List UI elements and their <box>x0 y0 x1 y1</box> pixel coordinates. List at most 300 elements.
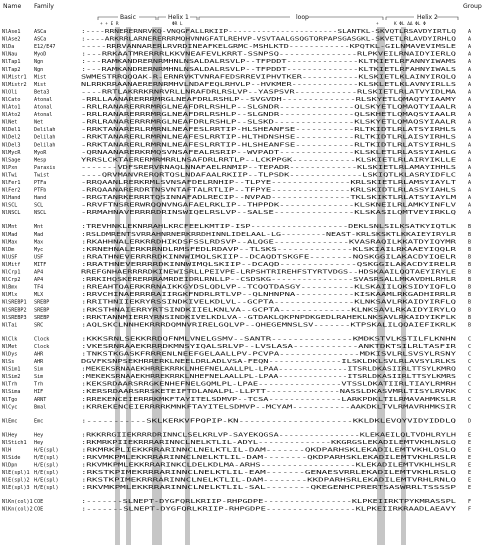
sequence-name: NlDel1 <box>2 127 21 134</box>
sequence-string: :KRNEHNALERKRRNDLRMSFEDLRDAVP--TLSKS--------------KLSKIAILRKAAEYIQQLR <box>81 246 458 253</box>
sequence-row <box>2 142 471 148</box>
sequence-name: NlUSF <box>2 254 18 261</box>
sequence-row <box>2 478 471 484</box>
family-name: E12/E47 <box>34 44 56 51</box>
sequence-string: :TNKSTKGASKFRRRENLNEEFGELAALLPV-PCVPA---------------MDKISVLRLSVSYLRSNY <box>81 351 456 358</box>
basic-position-marks: + + E R <box>100 22 119 27</box>
group-label: A <box>468 195 472 202</box>
sequence-row <box>2 157 471 163</box>
group-label: A <box>468 202 472 209</box>
group-label: A <box>468 210 472 217</box>
sequence-row <box>2 485 471 491</box>
sequence-string: :VKESRNRAAEKRRRDKMNSYIQALSRLVP--LVSLASA------------ANKTDKTSILRLTASFIR <box>81 343 458 350</box>
group-label: C <box>468 359 472 365</box>
group-label: A <box>468 81 472 88</box>
family-name: PTFb <box>34 187 47 194</box>
group-label: A <box>468 164 472 171</box>
sequence-row <box>2 97 471 103</box>
sequence-string: -RRLLAANARERRRMRGLNEAFDRLRSHLP--SVGVDH--------------RLSKYETLQMAQTYIAAMY <box>81 96 456 103</box>
sequence-row <box>2 262 471 268</box>
sequence-name: NlTap2 <box>2 66 21 73</box>
sequence-name: NlSREBP3 <box>2 314 27 321</box>
sequence-string: :RRKIHQSKERERRRAMRDEIDRLRNLLP--CSDSKG----------------SVASRSALLMKAVDHLRHLR <box>81 277 458 284</box>
group-label: B <box>468 307 472 314</box>
family-name: Hey <box>34 432 44 439</box>
sequence-string: :RKMRKPIIEKRRRARINNCLNELKTLIL-ADYL--------------KKGRGSLEKADILEMTVKHLNSLQ <box>81 439 456 446</box>
sequence-row <box>2 507 471 513</box>
sequence-name: NlMet <box>2 343 18 350</box>
family-name: Clock <box>34 336 50 343</box>
group-label: A <box>468 29 472 35</box>
sequence-name: NlBmx <box>2 284 18 291</box>
family-name: Atonal <box>34 104 53 111</box>
family-name: H/E(spl) <box>34 470 59 477</box>
group-label: B <box>468 261 472 268</box>
sequence-row <box>2 37 471 43</box>
sequence-row <box>2 344 471 350</box>
group-label: E <box>468 432 472 439</box>
sequence-row <box>2 44 471 50</box>
sequence-string: :----RRNERERNRVKQ-VNQGFALLRKIIP-----------------------SLANTKL-SKVQTLRSAVDYIRTLQ <box>81 29 456 35</box>
family-name: ASCa <box>34 36 47 43</box>
sequence-row <box>2 470 471 476</box>
group-label: E <box>468 462 472 469</box>
sequence-row <box>2 300 471 306</box>
sequence-name: NlKn(col)2 <box>2 506 33 513</box>
group-label: C <box>468 389 472 396</box>
sequence-name: NlSima <box>2 389 21 396</box>
sequence-name: NlMad <box>2 231 18 238</box>
sequence-name: NlMistr1 <box>2 74 27 81</box>
sequence-row <box>2 180 471 186</box>
sequence-string: YRRSLCKTAERERMRMRRLNSAFDRLRRTLP--LCKPPGK------------KLSKIETLRLAIRYIKLLE <box>81 157 456 164</box>
family-name: Max <box>34 239 44 246</box>
group-label: C <box>468 366 472 373</box>
family-name: Mesp <box>34 157 47 164</box>
sequence-string: :TREVHNKLEKNRRAHLKRCFEELKMTIP-ISP-------------------DEKLSNLSILKSATKYIQTLK <box>81 224 458 231</box>
sequence-row <box>2 232 471 238</box>
sequence-string: -------VDFSRERVRNAQLNNAFAELRNMIP--TEPADR-------------KLSKIETLRLAMAYIHHLS <box>81 164 456 171</box>
group-column-header: Group <box>463 3 482 10</box>
sequence-string: -RRQAANARERDRTNSVNTAFTALRTLIP--TFPYE---------------KRLSKIDTLRLASSYIAHLS <box>81 187 456 194</box>
sequence-row <box>2 127 471 133</box>
family-name: Delilah <box>34 134 56 141</box>
sequence-row <box>2 254 471 260</box>
sequence-string: -RRGTANRKERRRTQSINNAFADLRECIP--NVPAD---------------TKLSKIKTLRLATSYIAYLM <box>81 195 456 202</box>
sequence-name: NlHey <box>2 432 18 439</box>
family-name: H/E(spl) <box>34 447 59 454</box>
sequence-row <box>2 432 471 438</box>
sequence-string: :RRITHNIIEKRYRSSINDKIVELKDLVL--GCPTA---------------KLNKSAVLRKAIDYIRFLQ <box>81 299 456 306</box>
sequence-row <box>2 367 471 373</box>
sequence-string: :KEKSRDAARSRRGKENHEFNELGQMLPL-LPAE----------------VTSSLDKATIIRLTIAYLRMRH <box>81 381 456 388</box>
sequence-string: -RRKTANARERLRMRNLNEAFESLRRTIP-HLTHDNSHSE-----------RLTKIDTLRLAISYIRHLS <box>81 134 456 141</box>
group-label: C <box>468 336 472 343</box>
sequence-string: :RRKTANNMIERRYRNSINDKIVELKDLVA--GTDAKLQKPNPDKGEDLRAHEKLNKSAVLRKAIDYIKFLK <box>81 314 458 321</box>
family-name: AP4 <box>34 277 44 284</box>
family-name: MyoD <box>34 51 47 58</box>
family-name: COE <box>34 499 44 506</box>
sequence-name: NlAse1 <box>2 29 21 35</box>
sequence-string: :RKSTKPIMEKRRRARINNCLNELKTLIL-EAM-------GENAESVRRLEKADILEMTVKHLRSLQ <box>81 470 456 477</box>
group-label: A <box>468 180 472 186</box>
sequence-string: :RKKRRGIIEKRRRDRINNCLSELKRLVP-SAYEKQGSA----------------KLEKAEILQLTVDHLRYLH <box>81 432 456 439</box>
sequence-string: :RKSTHNAIERRYRTSINDKIIELKNLVA--GCPTA-------------KLNKSAVLRKAIDYIRYLQ <box>81 307 456 314</box>
loop-region-label: loop <box>296 14 309 21</box>
sequence-name: NlHand <box>2 195 21 202</box>
group-label: B <box>468 269 472 276</box>
sequence-string: :---RAMKANDRERNRMHNLNSALDALRSVLP--TFPDDT--------------KLTKIETLRFAHNYIWALS <box>81 66 456 73</box>
sequence-string: -RRLRANARERRRMRGLNEAFDRLRSHLP--SLGNDR--------------QLSKYETLQMAQTYIAALR <box>81 104 458 111</box>
sequence-name: NlCyc <box>2 404 18 411</box>
sequence-name: NlSREBP1 <box>2 299 27 306</box>
family-name: SREBP <box>34 307 50 314</box>
group-label: D <box>468 418 472 425</box>
family-name: SRC <box>34 322 44 329</box>
sequence-row <box>2 404 471 410</box>
sequence-string: :RRATHNEVERRRRDKINNWIMQLSKIIP--DCAQDTSKGFE--------NQSKGGILAKACDYIQELR <box>81 254 458 261</box>
family-name: H/E(spl) <box>34 454 59 461</box>
family-name: ARNT <box>34 396 47 403</box>
sequence-name: NlNSCL <box>2 210 21 217</box>
sequence-row <box>2 315 471 321</box>
sequence-row <box>2 499 471 505</box>
sequence-name: NlFer2 <box>2 187 21 194</box>
sequence-name: NlDys <box>2 351 18 358</box>
sequence-string: :---RRKAATMRERRRLKKVNEAFEVLKRRT-SSNPSQ---------------RLPKVEILRNAIDYIERLQ <box>81 51 456 58</box>
name-column-header: Name <box>3 3 22 10</box>
sequence-row <box>2 247 471 253</box>
sequence-string: :RKVMKPMLEKKRRARINNCLNELKTLIL-SAL--------QKEGENHCPRERTSASWRRLTSSSSP <box>81 485 456 492</box>
sequence-row <box>2 292 471 298</box>
helix2-start-mark: + <box>376 22 379 27</box>
family-name: Ngn <box>34 66 44 73</box>
sequence-name: NlPxn <box>2 164 18 171</box>
sequence-name: NlCato <box>2 96 21 103</box>
sequence-string: -RRKTANARERLRMRNLNEAFESLRRTIP-HLSHEANFSE-----------RLTKIDTLRLATSYIRHLS <box>81 127 456 134</box>
sequence-string: -RRQAANLRERKRMLSVNSAFDELRNHIP--TLPYE---------------KRLSKIETLRLAMSYIAYLT <box>81 180 456 186</box>
sequence-string: :AQLSKCLNNHEKRRRDQMNVRIRELGQLVP--QHEGEMNSLSV-------KTPSKALILQQAIEFIKRLK <box>81 322 458 329</box>
sequence-string: -----RRRVANNARERLRVRDINEAFKELGRMC-MSHLKTD------------KPQTKL-GILNMAVEVIMSLE <box>81 44 456 51</box>
sequence-row <box>2 29 471 35</box>
group-label: E <box>468 454 472 461</box>
sequence-name: NlSage <box>2 157 21 164</box>
sequence-name: NlAto2 <box>2 112 21 119</box>
family-name: Delilah <box>34 127 56 134</box>
group-label: F <box>468 499 472 506</box>
sequence-row <box>2 188 471 194</box>
group-label: B <box>468 299 472 306</box>
sequence-string: -RRKTANARERLRMRNLNEAFESLRRTIP-HLSHEANFSE-----------RLTKIDTLRLATSYIRHLS <box>81 142 456 149</box>
sequence-name: NlKn(col)1 <box>2 499 33 506</box>
group-label: A <box>468 96 472 103</box>
group-label: C <box>468 404 472 411</box>
group-label: B <box>468 284 472 291</box>
family-name: TF4 <box>34 284 44 291</box>
group-label: C <box>468 351 472 358</box>
group-label: A <box>468 119 472 126</box>
sequence-string: :-------SLNEPT-DYGFQRLKRIIP-RHPGDPE-----------------KLPKEIIRKTPYKMRASSPL <box>81 499 456 506</box>
sequence-string: :RREAHTQAERKRRNAIKKGYDSLQDLVP--TCQQTDASGY----------KLSKAIILQKSIDYIQFLQ <box>81 284 456 291</box>
sequence-name: NlTgo <box>2 396 18 403</box>
group-label: E <box>468 470 472 477</box>
sequence-name: NlOli <box>2 89 18 96</box>
group-label: B <box>468 322 472 329</box>
group-label: A <box>468 104 472 111</box>
sequence-row <box>2 74 471 80</box>
sequence-name: NlAto1 <box>2 104 21 111</box>
sequence-name: NlSCL <box>2 202 18 209</box>
sequence-row <box>2 210 471 216</box>
family-name: PTFa <box>34 180 47 186</box>
family-name: Sim <box>34 374 44 381</box>
group-label: E <box>468 485 472 492</box>
sequence-string: ----QRVMANVRERQRTQSLNDAFAALRKIIP--TLPSDK--------------LSKIQTLKLASRYIDFLC <box>81 172 456 179</box>
group-label: A <box>468 187 472 194</box>
sequence-name: NlStich1 <box>2 439 27 446</box>
region-brackets <box>98 17 458 20</box>
group-label: A <box>468 134 472 141</box>
group-label: A <box>468 157 472 164</box>
sequence-string: -QRNAANARERKRMQSVNSAFEALRSRIP--WVPADT--------------KLSKLETLRLASSYIAHLG <box>81 149 456 156</box>
sequence-string: -RRVFTNSRERWRQQNVNGAFAELRKLIP--THPPDK--------------KLSKNEILRLAMKYINFLV <box>81 202 456 209</box>
family-name: Clock <box>34 343 50 350</box>
family-name: COE <box>34 506 44 513</box>
family-name: Atonal <box>34 112 53 119</box>
sequence-row <box>2 224 471 230</box>
group-label: B <box>468 314 472 321</box>
sequence-name: NlDel2 <box>2 134 21 141</box>
group-label: B <box>468 254 472 261</box>
helix2-position-marks: K ΦL ΔΔ ΦL Φ <box>394 22 426 27</box>
sequence-string: :---RAMKANDRERNRMHNLNSALDALRSVLP--TFPDDT--------------KLTKIETLRFANNYIWAMS <box>81 59 456 66</box>
sequence-string: :MEKEKSRNAAEKHRREKRRKLNHEFNELAALLPL-LPAA--------------ITSRLDKASIIRLTTSYLKMRS <box>81 374 456 381</box>
sequence-row <box>2 322 471 328</box>
group-label: A <box>468 44 472 51</box>
sequence-name: NlAse2 <box>2 36 21 43</box>
sequence-name: NlMitf <box>2 261 21 268</box>
family-name: SCL <box>34 202 44 209</box>
sequence-name: NlMycR <box>2 149 21 156</box>
sequence-string: -RRLRANARERRRMRGLNEAFDRLRSHLP--SLSKD---------------KLSKYETLQMAQSYIAALR <box>81 119 458 126</box>
sequence-row <box>2 359 471 365</box>
sequence-string: :-----------SKLKERKVFPQPIP-KN---------------------KKLDKLEVQYVIDYIDDLQ <box>81 418 456 425</box>
group-label: B <box>468 224 472 231</box>
family-name: HIF <box>34 389 44 396</box>
sequence-string: :RREKENCEIERRRKMKFTAYITELSDMVP--TCSA--------------LARKPDKLTILRMAVAHMKSLR <box>81 396 458 403</box>
sequence-name: NlTrh <box>2 381 18 388</box>
family-name: ASCa <box>34 29 47 35</box>
sequence-string: :RKSTKPIMEKRRRARINNCLNELKTLIL-DAM--------KKDPARHSRLEKADILEMTVRHLRNLQ <box>81 477 456 484</box>
sequence-row <box>2 277 471 283</box>
group-label: A <box>468 149 472 156</box>
alignment-rows <box>2 29 471 513</box>
sequence-row <box>2 374 471 380</box>
sequence-row <box>2 389 471 395</box>
sequence-row <box>2 89 471 95</box>
group-label: C <box>468 381 472 388</box>
family-name: Beta3 <box>34 89 50 96</box>
sequence-row <box>2 463 471 469</box>
sequence-row <box>2 59 471 65</box>
group-label: A <box>468 66 472 73</box>
sequence-row <box>2 440 471 446</box>
family-name: MyoR <box>34 149 47 156</box>
group-label: A <box>468 89 472 96</box>
group-label: A <box>468 36 472 43</box>
sequence-row <box>2 397 471 403</box>
loop-bracket <box>199 17 383 20</box>
sequence-name: NlSs <box>2 359 15 365</box>
family-name: H/E(spl) <box>34 477 59 484</box>
sequence-row <box>2 447 471 453</box>
sequence-name: NlTap1 <box>2 59 21 66</box>
family-name: SREBP <box>34 299 50 306</box>
family-name: Hand <box>34 195 47 202</box>
group-label: A <box>468 112 472 119</box>
family-name: H/E(spl) <box>34 462 59 469</box>
group-label: A <box>468 142 472 149</box>
group-label: C <box>468 374 472 381</box>
sequence-string: -RRMAHNAVERRRRDRINSWIQELRSLVP--SALSE---------------KLSKASILQMTVEYIRKLQ <box>81 210 456 217</box>
sequence-name: NlNet <box>2 119 18 126</box>
family-name: H/E(spl) <box>34 485 59 492</box>
sequence-row <box>2 203 471 209</box>
sequence-string: :RRATHNEVERRRRDKINNWIMQLSKIIP--DCAQD--------------QSKGGILAKACDYIRELR <box>81 261 458 268</box>
family-name: Net <box>34 119 44 126</box>
sequence-row <box>2 150 471 156</box>
group-label: E <box>468 477 472 484</box>
sequence-row <box>2 239 471 245</box>
family-name: SREBP <box>34 314 50 321</box>
sequence-string: DGVFKSNPSEKHRRERKLNEELDRLADLVSA-FEQN--------------ILSKLDKLSVLRLAVSYLRLKS <box>81 359 456 365</box>
sequence-name: NlH <box>2 447 12 454</box>
sequence-name: NlCrp1 <box>2 269 21 276</box>
group-label: A <box>468 127 472 134</box>
sequence-name: NlNau <box>2 51 18 58</box>
sequence-name: NlE(spl)1 <box>2 470 30 477</box>
sequence-row <box>2 82 471 88</box>
group-label: B <box>468 292 472 299</box>
group-label: C <box>468 343 472 350</box>
group-label: A <box>468 51 472 58</box>
family-name: USF <box>34 254 44 261</box>
sequence-row <box>2 165 471 171</box>
family-name: Mnt <box>34 224 44 231</box>
sequence-string: :-------SLNEPT-DYGFQRLKRIIP-RHPGDPE-----------------KLPKEIIRKRAADLAEAVY <box>81 506 456 513</box>
group-label: B <box>468 277 472 284</box>
family-name: Mad <box>34 231 44 238</box>
family-name: Mist <box>34 81 47 88</box>
sequence-name: NlMax <box>2 239 18 246</box>
helix2-region-label: Helix 2 <box>417 14 438 21</box>
sequence-string: :RKVMKPMLEKKRRARINNCLNELKTLIL-DAM--------QKDPARHSKLEKADILEMTVKHLRSLR <box>81 454 458 461</box>
group-label: F <box>468 506 472 513</box>
sequence-string: SWMESTRRQQQAK-R-ERNRVKTVNRAFEDSRREVIPHVTKER-----------KLSKIETLKLAINYIRQLQ <box>81 74 456 81</box>
family-name: Hey <box>34 439 44 446</box>
sequence-row <box>2 455 471 461</box>
sequence-string: :RSLDMRENTSVRRAHNRNERKRRDHINNLIDELAAL-LG---------NEAST-KRLSKSKTLKKAIEYIRYLR <box>81 231 458 238</box>
sequence-string: :RRVCHINAERRRRAIIRGKFNDRLRTLVP--QLNHNPNA-----------KISKAAMLRKGADHIRRLR <box>81 292 458 299</box>
sequence-row <box>2 120 471 126</box>
family-name: Atonal <box>34 96 53 103</box>
group-label: B <box>468 246 472 253</box>
sequence-name: NlSide <box>2 454 21 461</box>
group-label: B <box>468 239 472 246</box>
family-name: NSCL <box>34 210 47 217</box>
sequence-row <box>2 351 471 357</box>
family-name: AP4 <box>34 269 44 276</box>
sequence-string: :MEKEKSRNAAEKHRREKRRKLNHEFNELAALLPL-LPAA--------------ITSRLDKASIIRLTTSYLKMRQ <box>81 366 456 373</box>
sequence-row <box>2 382 471 388</box>
family-name: Bmal <box>34 404 47 411</box>
family-name: Paraxis <box>34 164 56 171</box>
group-label: A <box>468 172 472 179</box>
family-name: AHR <box>34 359 44 365</box>
sequence-string: ----RRTLAKRRKRNRVRLLNRAFDRLRSLVP--YASPSVR------------RLSKIETLRLATVYIDLMA <box>81 89 456 96</box>
sequence-string: :RKMRKPLIEKKRRARINNCLNELKTLIL-DAM-------QKDPARHSKLEKADILEMTVKHLQSLQ <box>81 447 456 454</box>
family-name: Trh <box>34 381 44 388</box>
sequence-name: NlCrp2 <box>2 277 21 284</box>
family-name: Delilah <box>34 142 56 149</box>
family-name: Emc <box>34 418 44 425</box>
sequence-row <box>2 172 471 178</box>
basic-region-label: Basic <box>120 14 136 21</box>
sequence-row <box>2 67 471 73</box>
sequence-string: :RKVMKPMLEKKRRARINKCLDELKDLMA-ARHS------------------KLEKADILEMTVKHLHSLR <box>81 462 458 469</box>
sequence-string: RREFGNHAERRRRDKINEWISRLLPEIVPE-LRPSHTRIREHFSTYRTVDGS--HDSKAAILQQTAEYIRYLE <box>81 269 456 276</box>
family-name: Ngn <box>34 59 44 66</box>
group-label: A <box>468 59 472 66</box>
family-name: Twist <box>34 172 50 179</box>
sequence-name: NlDel3 <box>2 142 21 149</box>
sequence-row <box>2 418 471 424</box>
sequence-name: NlTai <box>2 322 18 329</box>
sequence-string: :KKKSRNLSEKKRRDQFNMLVNELGSMV--SANTR---------------KMDKSTVLKSTILFLKNHN <box>81 336 456 343</box>
sequence-string: :----ARKRRLARNERERRRMQHVNNGFATLREHVP-VSVTAALGSQGTQRPAPSGASGKL-SKVETLRLAVDYIRHLQ <box>81 36 456 43</box>
family-name: AHR <box>34 351 44 358</box>
sequence-string: NLRRKRRAANAERERNRMHVLNDAFEQLRHVLP--HVKMER-------------KLSKLETLKLAVNYIRLLS <box>81 81 456 88</box>
family-name: Myc <box>34 246 44 253</box>
sequence-name: NlMlx <box>2 292 18 299</box>
sequence-row <box>2 52 471 58</box>
sequence-name: NlMistr2 <box>2 81 27 88</box>
sequence-row <box>2 285 471 291</box>
sequence-name: NlE(spl)3 <box>2 485 30 492</box>
family-name: MITF <box>34 261 47 268</box>
sequence-name: NlSim1 <box>2 366 21 373</box>
group-label: C <box>468 396 472 403</box>
sequence-row <box>2 195 471 201</box>
group-label: B <box>468 231 472 238</box>
sequence-row <box>2 105 471 111</box>
sequence-row <box>2 270 471 276</box>
sequence-name: NlClk <box>2 336 18 343</box>
sequence-row <box>2 135 471 141</box>
sequence-name: NlMnt <box>2 224 18 231</box>
sequence-name: NlEmc <box>2 418 18 425</box>
sequence-row <box>2 112 471 118</box>
sequence-name: NlDpn <box>2 462 18 469</box>
family-name: Sim <box>34 366 44 373</box>
sequence-name: NlE(spl)2 <box>2 477 30 484</box>
family-name: MLX <box>34 292 44 299</box>
sequence-string: :KRREKENCEIERRRRKMNKFTAYITELSDMVP--MCYAM-----------AAKDKLTVLRMAVRHMKSIR <box>81 404 458 411</box>
group-label: A <box>468 74 472 81</box>
sequence-row <box>2 307 471 313</box>
group-label: E <box>468 447 472 454</box>
sequence-string: :KERSRDAARSRRSKETEIFTDLANALPL-LLPTT--------------NASSLDKASVMRLTISYLRVRK <box>81 389 458 396</box>
